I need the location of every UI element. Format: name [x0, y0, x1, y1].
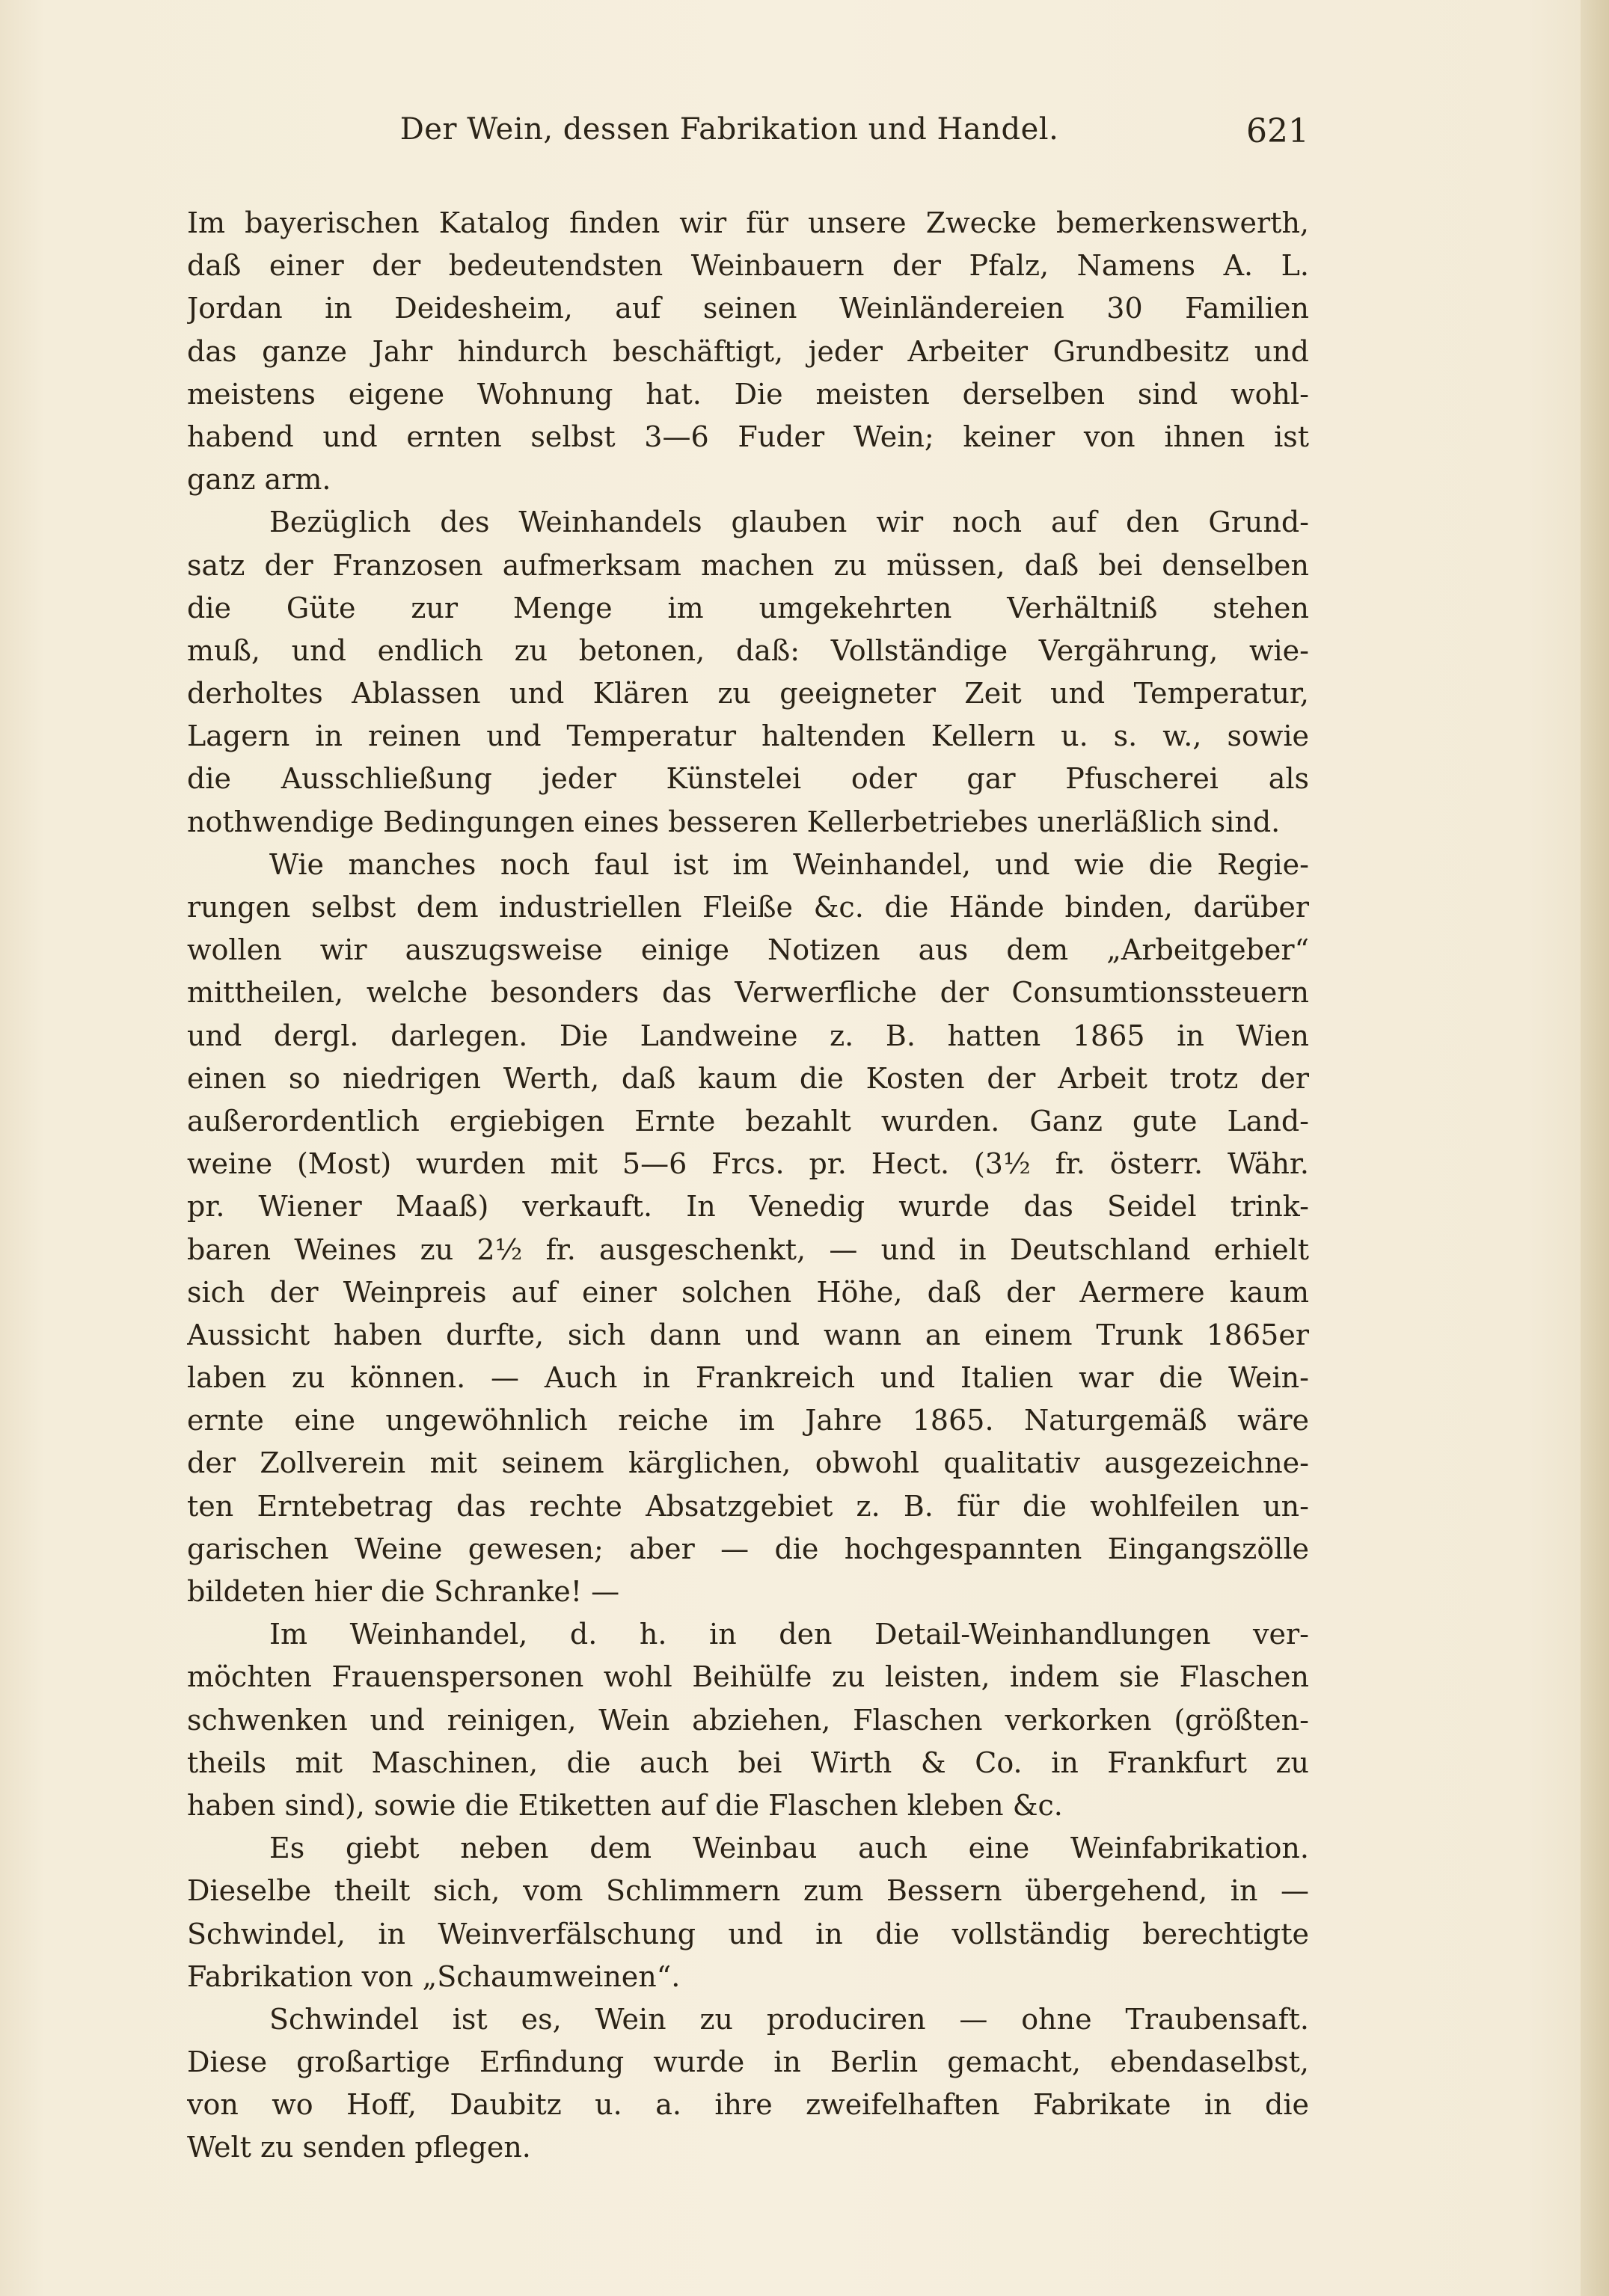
text-line: sich der Weinpreis auf einer solchen Höhe, daß der Aermere kaum — [187, 1275, 1309, 1309]
running-head: Der Wein, dessen Fabrikation und Handel. — [399, 112, 1059, 147]
text-line: satz der Franzosen aufmerksam machen zu müssen, daß bei denselben — [187, 548, 1309, 582]
page-header — [187, 112, 1309, 157]
text-line: Schwindel, in Weinverfälschung und in die vollständig berechtigte — [187, 1917, 1309, 1950]
text-line: rungen selbst dem industriellen Fleiße &c. die Hände binden, darüber — [187, 891, 1309, 924]
text-line: außerordentlich ergiebigen Ernte bezahlt wurden. Ganz gute Land- — [187, 1104, 1309, 1138]
paragraph — [187, 1998, 1309, 2170]
text-line: möchten Frauenspersonen wohl Beihülfe zu leisten, indem sie Flaschen — [187, 1660, 1309, 1694]
text-line: Wie manches noch faul ist im Weinhandel, und wie die Regie- — [269, 847, 1309, 881]
text-line: schwenken und reinigen, Wein abziehen, Flaschen verkorken (größten- — [187, 1703, 1309, 1737]
text-line: laben zu können. — Auch in Frankreich und Italien war die Wein- — [187, 1361, 1309, 1395]
text-line: derholtes Ablassen und Klären zu geeigneter Zeit und Temperatur, — [187, 677, 1309, 710]
paragraph — [187, 1827, 1309, 1998]
paragraph — [187, 844, 1309, 1613]
text-line: daß einer der bedeutendsten Weinbauern der Pfalz, Namens A. L. — [187, 249, 1309, 283]
text-line: die Ausschließung jeder Künstelei oder gar Pfuscherei als — [187, 762, 1309, 796]
text-line: einen so niedrigen Werth, daß kaum die Kosten der Arbeit trotz der — [187, 1061, 1309, 1095]
text-line: garischen Weine gewesen; aber — die hochgespannten Eingangszölle — [187, 1532, 1309, 1565]
text-line: muß, und endlich zu betonen, daß: Vollständige Vergährung, wie- — [187, 633, 1309, 667]
paragraph — [187, 501, 1309, 844]
text-line: weine (Most) wurden mit 5—6 Frcs. pr. Hect. (3½ fr. österr. Währ. — [187, 1147, 1309, 1181]
text-line: habend und ernten selbst 3—6 Fuder Wein; keiner von ihnen ist — [187, 420, 1309, 453]
text-line: Bezüglich des Weinhandels glauben wir noch auf den Grund- — [269, 506, 1309, 539]
text-line: Welt zu senden pflegen. — [187, 2131, 531, 2164]
text-line: Aussicht haben durfte, sich dann und wann an einem Trunk 1865er — [187, 1318, 1309, 1351]
page-number: 621 — [1246, 112, 1309, 150]
text-line: Im Weinhandel, d. h. in den Detail-Weinhandlungen ver- — [269, 1618, 1309, 1651]
text-line: ten Erntebetrag das rechte Absatzgebiet z. B. für die wohlfeilen un- — [187, 1489, 1309, 1523]
text-line: Schwindel ist es, Wein zu produciren — ohne Traubensaft. — [269, 2002, 1309, 2036]
text-line: Jordan in Deidesheim, auf seinen Weinländereien 30 Familien — [187, 292, 1309, 325]
text-line: das ganze Jahr hindurch beschäftigt, jeder Arbeiter Grundbesitz und — [187, 334, 1309, 368]
text-line: Es giebt neben dem Weinbau auch eine Weinfabrikation. — [269, 1832, 1309, 1865]
text-line: ganz arm. — [187, 463, 331, 497]
text-line: Lagern in reinen und Temperatur haltenden Kellern u. s. w., sowie — [187, 719, 1309, 753]
text-line: baren Weines zu 2½ fr. ausgeschenkt, — und in Deutschland erhielt — [187, 1233, 1309, 1266]
body-text — [187, 202, 1309, 2170]
text-line: mittheilen, welche besonders das Verwerfliche der Consumtionssteuern — [187, 976, 1309, 1010]
text-line: Diese großartige Erfindung wurde in Berlin gemacht, ebendaselbst, — [187, 2045, 1309, 2079]
text-line: wollen wir auszugsweise einige Notizen aus dem „Arbeitgeber“ — [187, 933, 1309, 967]
text-line: Im bayerischen Katalog finden wir für unsere Zwecke bemerkenswerth, — [187, 206, 1309, 239]
text-line: Fabrikation von „Schaumweinen“. — [187, 1959, 681, 1993]
text-line: haben sind), sowie die Etiketten auf die Flaschen kleben &c. — [187, 1788, 1063, 1822]
text-line: ernte eine ungewöhnlich reiche im Jahre 1865. Naturgemäß wäre — [187, 1404, 1309, 1437]
paragraph — [187, 1613, 1309, 1827]
text-line: der Zollverein mit seinem kärglichen, obwohl qualitativ ausgezeichne- — [187, 1446, 1309, 1480]
text-line: und dergl. darlegen. Die Landweine z. B. hatten 1865 in Wien — [187, 1019, 1309, 1052]
text-line: von wo Hoff, Daubitz u. a. ihre zweifelhaften Fabrikate in die — [187, 2088, 1309, 2122]
text-line: theils mit Maschinen, die auch bei Wirth & Co. in Frankfurt zu — [187, 1746, 1309, 1779]
text-line: nothwendige Bedingungen eines besseren Kellerbetriebes unerläßlich sind. — [187, 805, 1281, 838]
text-line: Dieselbe theilt sich, vom Schlimmern zum Bessern übergehend, in — — [187, 1874, 1309, 1908]
paragraph — [187, 202, 1309, 501]
text-line: die Güte zur Menge im umgekehrten Verhältniß stehen — [187, 591, 1309, 624]
text-line: pr. Wiener Maaß) verkauft. In Venedig wurde das Seidel trink- — [187, 1190, 1309, 1224]
page-binding-edge — [1581, 0, 1609, 2296]
text-line: bildeten hier die Schranke! — — [187, 1575, 620, 1608]
text-line: meistens eigene Wohnung hat. Die meisten derselben sind wohl- — [187, 377, 1309, 411]
